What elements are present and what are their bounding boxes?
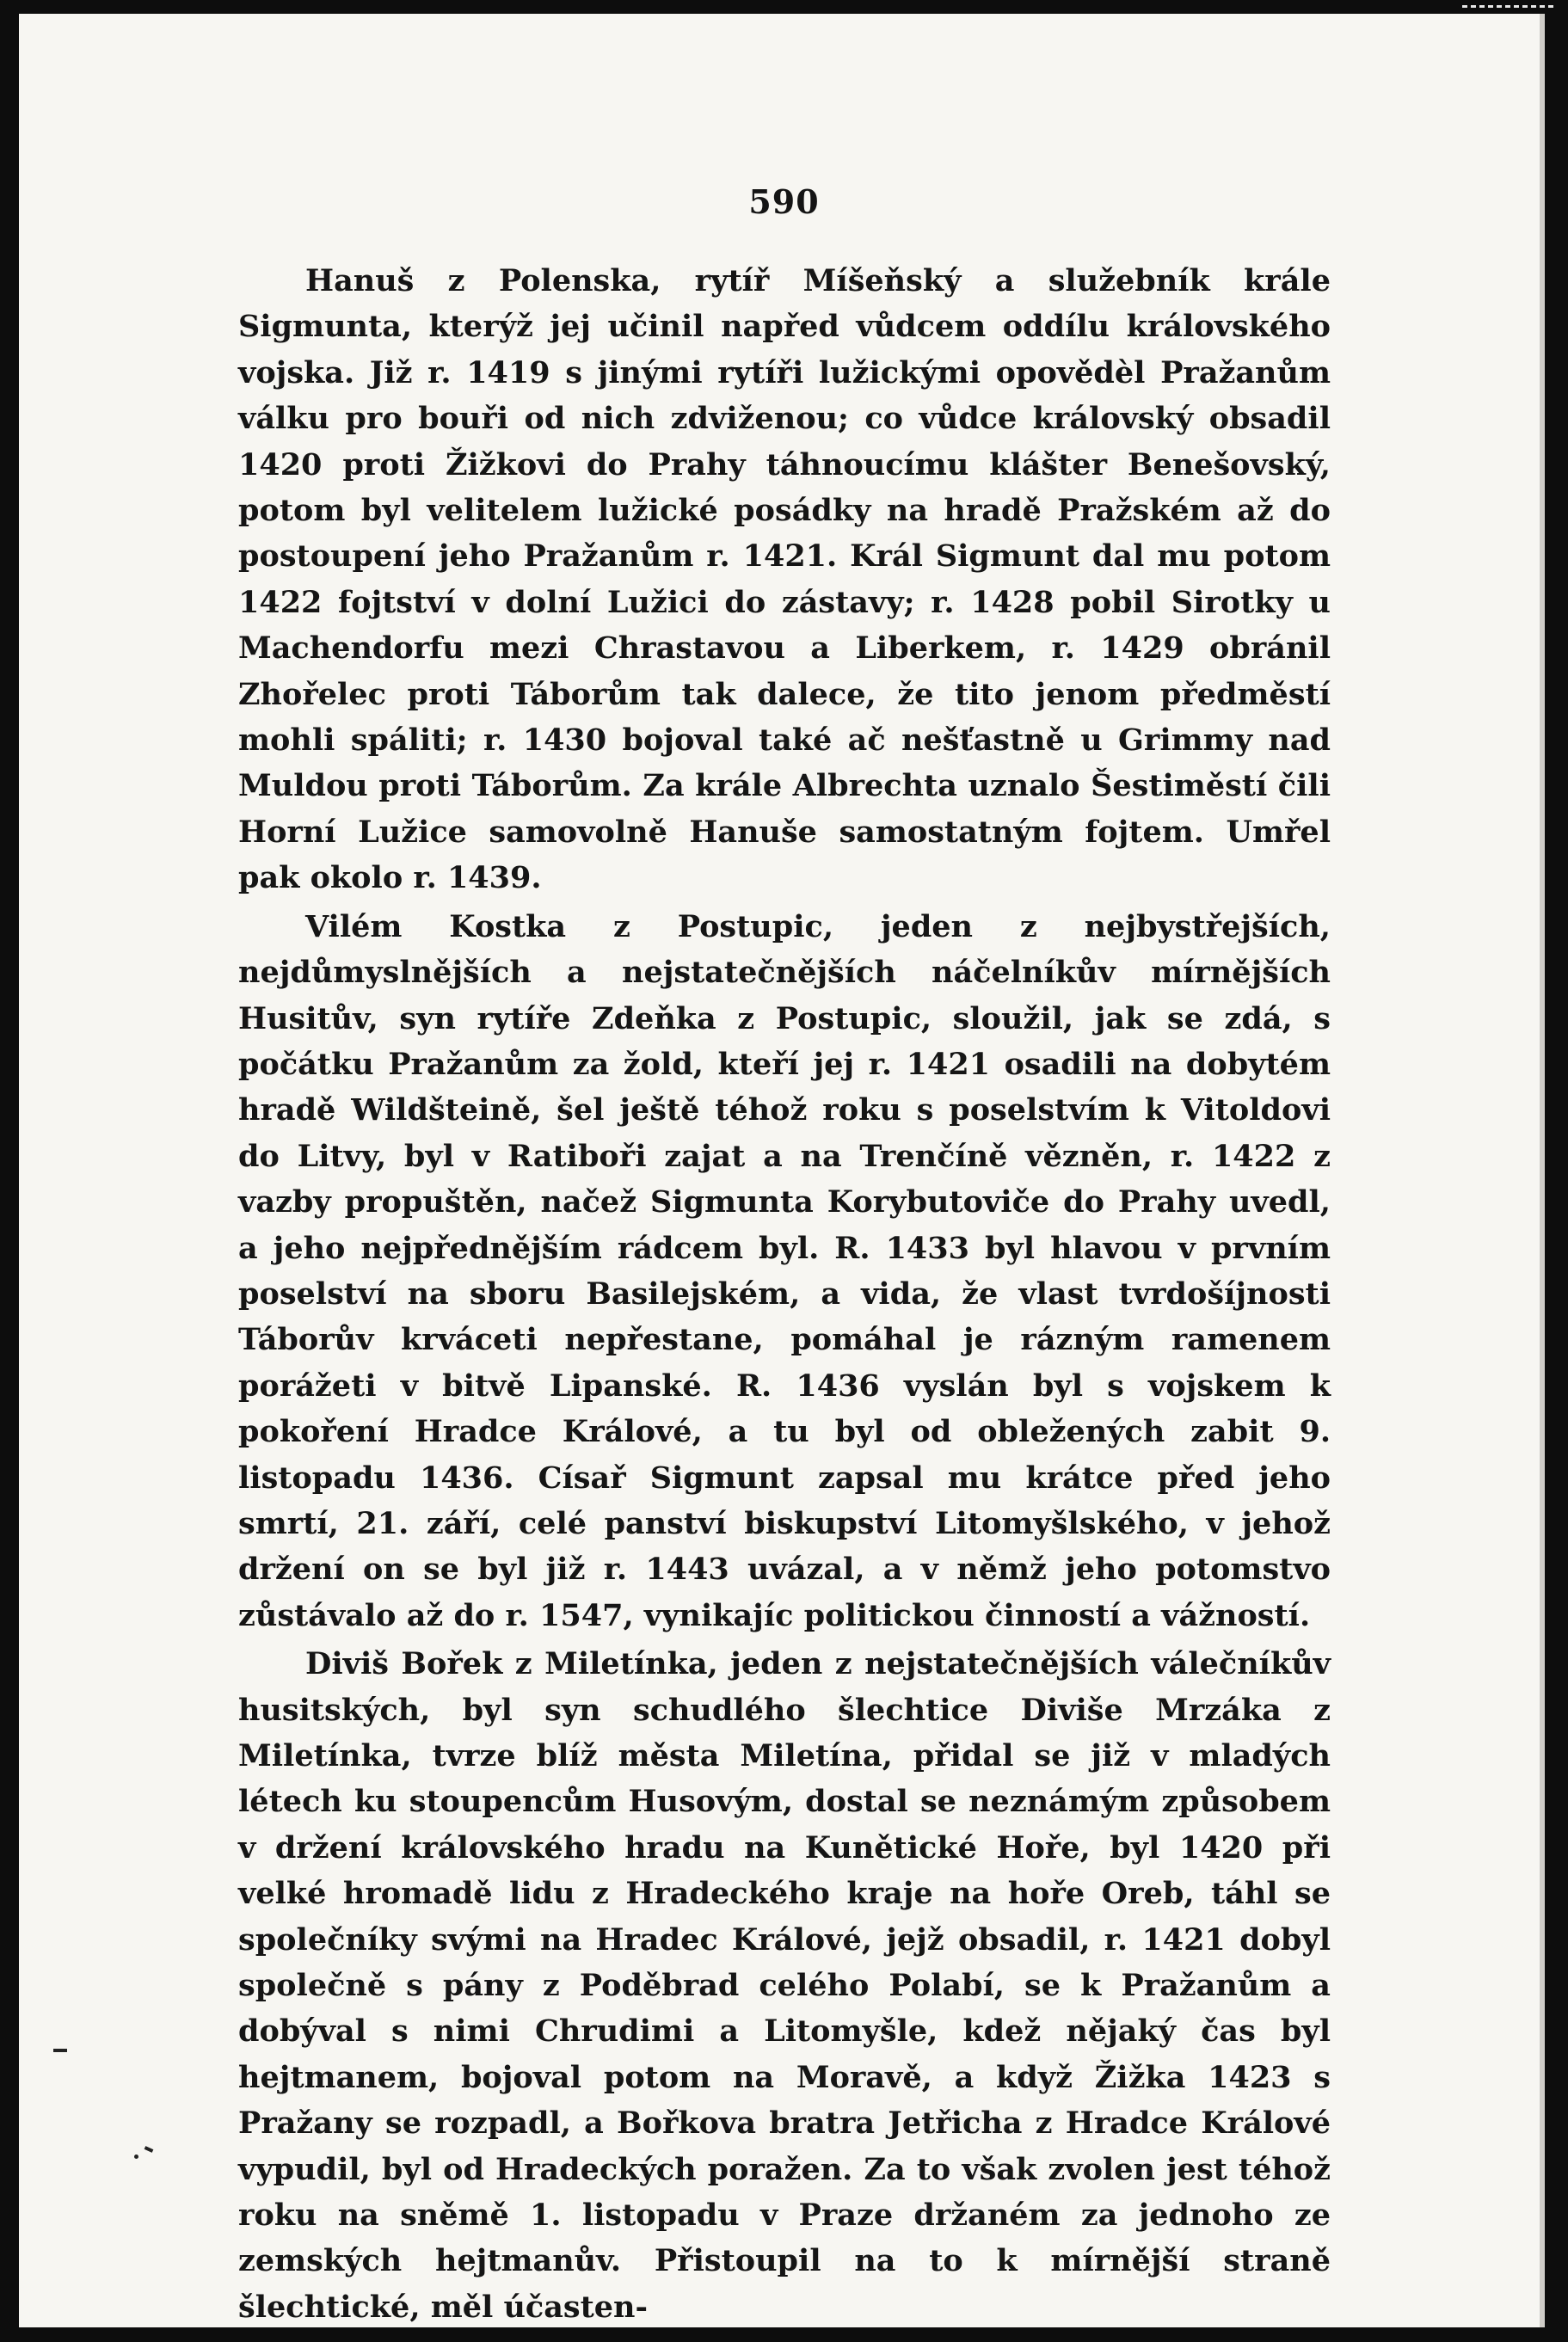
paragraph-hanus-z-polenska: Hanuš z Polenska, rytíř Míšeňský a služebník krále Sigmunta, kterýž jej učinil napřed vůdcem oddílu královského vojska. Již r. 1419 s jinými rytíři lužickými opovědèl Pražanům válku pro bouři od nich zdviženou; co vůdce královský obsadil 1420 proti Žižkovi do Prahy táhnoucímu klášter Benešovský, potom byl velitelem lužické posádky na hradě Pražském až do postoupení jeho Pražanům r. 1421. Král Sigmunt dal mu potom 1422 fojtství v dolní Lužici do zástavy; r. 1428 pobil Sirotky u Machendorfu mezi Chrastavou a Liberkem, r. 1429 obránil Zhořelec proti Táborům tak dalece, že tito jenom předměstí mohli spáliti; r. 1430 bojoval také ač nešťastně u Grimmy nad Muldou proti Táborům. Za krále Albrechta uznalo Šestiměstí čili Horní Lužice samovolně Hanuše samostatným fojtem. Umřel pak okolo r. 1439.	[238, 263, 1331, 896]
paragraph-vilem-kostka: Vilém Kostka z Postupic, jeden z nejbystřejších, nejdůmyslnějších a nejstatečnějších náčelníkův mírnějších Husitův, syn rytíře Zdeňka z Postupic, sloužil, jak se zdá, s počátku Pražanům za žold, kteří jej r. 1421 osadili na dobytém hradě Wildšteině, šel ještě téhož roku s poselstvím k Vitoldovi do Litvy, byl v Ratiboři zajat a na Trenčíně vězněn, r. 1422 z vazby propuštěn, načež Sigmunta Korybutoviče do Prahy uvedl, a jeho nejpřednějším rádcem byl. R. 1433 byl hlavou v prvním poselství na sboru Basilejském, a vida, že vlast tvrdošíjnosti Táborův krváceti nepřestane, pomáhal je rázným ramenem porážeti v bitvě Lipanské. R. 1436 vyslán byl s vojskem k pokoření Hradce Králové, a tu byl od obležených zabit 9. listopadu 1436. Císař Sigmunt zapsal mu krátce před jeho smrtí, 21. září, celé panství biskupství Litomyšlského, v jehož držení on se byl již r. 1443 uvázal, a v němž jeho potomstvo zůstávalo až do r. 1547, vynikajíc politickou činností a vážností.	[238, 908, 1331, 1633]
page-number: 590	[748, 182, 820, 221]
margin-speck	[53, 2049, 67, 2052]
paragraph-divis-borek: Diviš Bořek z Miletínka, jeden z nejstatečnějších válečníkův husitských, byl syn schudlého šlechtice Diviše Mrzáka z Miletínka, tvrze blíž města Miletína, přidal se již v mladých létech ku stoupencům Husovým, dostal se neznámým způsobem v držení královského hradu na Kunětické Hoře, byl 1420 při velké hromadě lidu z Hradeckého kraje na hoře Oreb, táhl se společníky svými na Hradec Králové, jejž obsadil, r. 1421 dobyl společně s pány z Poděbrad celého Polabí, se k Pražanům a dobýval s nimi Chrudimi a Litomyšle, kdež nějaký čas byl hejtmanem, bojoval potom na Moravě, a když Žižka 1423 s Pražany se rozpadl, a Bořkova bratra Jetřicha z Hradce Králové vypudil, byl od Hradeckých poražen. Za to však zvolen jest téhož roku na sněmě 1. listopadu v Praze držaném za jednoho ze zemských hejtmanův. Přistoupil na to k mírnější straně šlechtické, měl účasten-	[238, 1646, 1331, 2325]
page-edge	[1540, 14, 1545, 2327]
scan-edge-mark	[1462, 5, 1557, 8]
margin-speck	[134, 2155, 138, 2159]
body-text	[238, 258, 1331, 2330]
